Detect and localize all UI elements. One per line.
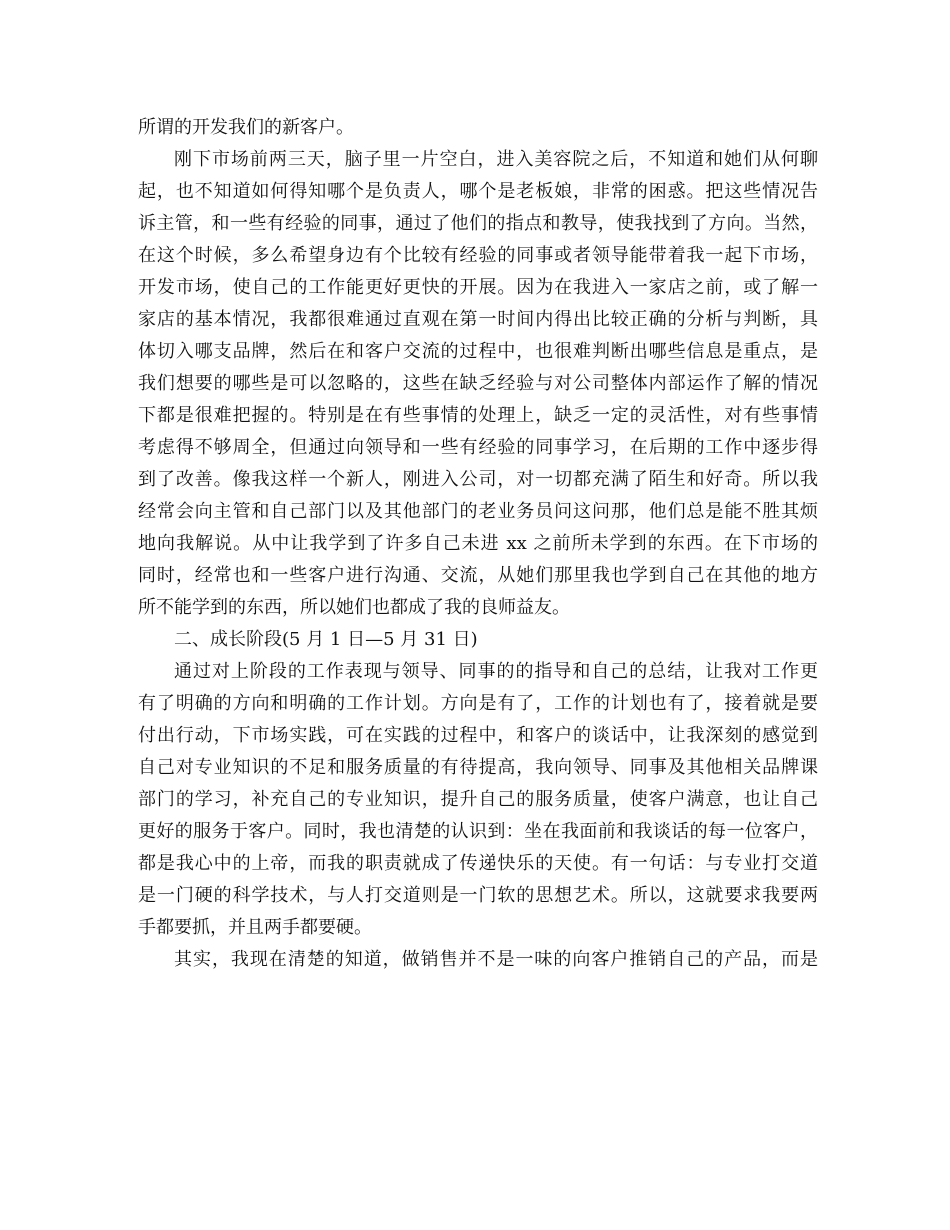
text-line: 手都要抓，并且两手都要硬。	[138, 917, 372, 938]
text-line: 下都是很难把握的。特别是在有些事情的处理上，缺乏一定的灵活性，对有些事情	[138, 405, 818, 426]
text-line: 通过对上阶段的工作表现与领导、同事的的指导和自己的总结，让我对工作更	[174, 661, 818, 682]
text-line: 经常会向主管和自己部门以及其他部门的老业务员问这问那，他们总是能不胜其烦	[138, 501, 818, 522]
text-line: 体切入哪支品牌，然后在和客户交流的过程中，也很难判断出哪些信息是重点，是	[138, 341, 818, 362]
text-line: 部门的学习，补充自己的专业知识，提升自己的服务质量，使客户满意，也让自己	[138, 789, 818, 810]
text-line: 所谓的开发我们的新客户。	[138, 117, 354, 138]
text-line: 二、成长阶段(5 月 1 日—5 月 31 日)	[174, 629, 478, 650]
text-line: 考虑得不够周全，但通过向领导和一些有经验的同事学习，在后期的工作中逐步得	[138, 437, 818, 458]
text-line: 地向我解说。从中让我学到了许多自己未进 xx 之前所未学到的东西。在下市场的	[138, 533, 818, 554]
text-line: 自己对专业知识的不足和服务质量的有待提高，我向领导、同事及其他相关品牌课	[138, 757, 818, 778]
text-line: 其实，我现在清楚的知道，做销售并不是一味的向客户推销自己的产品，而是	[174, 949, 818, 970]
text-line: 开发市场，使自己的工作能更好更快的开展。因为在我进入一家店之前，或了解一	[138, 277, 818, 298]
text-line: 所不能学到的东西，所以她们也都成了我的良师益友。	[138, 597, 570, 618]
document-body-text	[138, 112, 818, 976]
text-line: 都是我心中的上帝，而我的职责就成了传递快乐的天使。有一句话：与专业打交道	[138, 853, 818, 874]
text-line: 起，也不知道如何得知哪个是负责人，哪个是老板娘，非常的困惑。把这些情况告	[138, 181, 818, 202]
text-line: 我们想要的哪些是可以忽略的，这些在缺乏经验与对公司整体内部运作了解的情况	[138, 373, 818, 394]
text-line: 诉主管，和一些有经验的同事，通过了他们的指点和教导，使我找到了方向。当然，	[138, 213, 818, 234]
text-line: 到了改善。像我这样一个新人，刚进入公司，对一切都充满了陌生和好奇。所以我	[138, 469, 818, 490]
text-line: 同时，经常也和一些客户进行沟通、交流，从她们那里我也学到自己在其他的地方	[138, 565, 818, 586]
text-line: 是一门硬的科学技术，与人打交道则是一门软的思想艺术。所以，这就要求我要两	[138, 885, 818, 906]
text-line: 在这个时候，多么希望身边有个比较有经验的同事或者领导能带着我一起下市场，	[138, 245, 818, 266]
text-line: 刚下市场前两三天，脑子里一片空白，进入美容院之后，不知道和她们从何聊	[174, 149, 818, 170]
text-line: 付出行动，下市场实践，可在实践的过程中，和客户的谈话中，让我深刻的感觉到	[138, 725, 818, 746]
text-line: 有了明确的方向和明确的工作计划。方向是有了，工作的计划也有了，接着就是要	[138, 693, 818, 714]
text-line: 家店的基本情况，我都很难通过直观在第一时间内得出比较正确的分析与判断，具	[138, 309, 818, 330]
text-line: 更好的服务于客户。同时，我也清楚的认识到：坐在我面前和我谈话的每一位客户，	[138, 821, 818, 842]
